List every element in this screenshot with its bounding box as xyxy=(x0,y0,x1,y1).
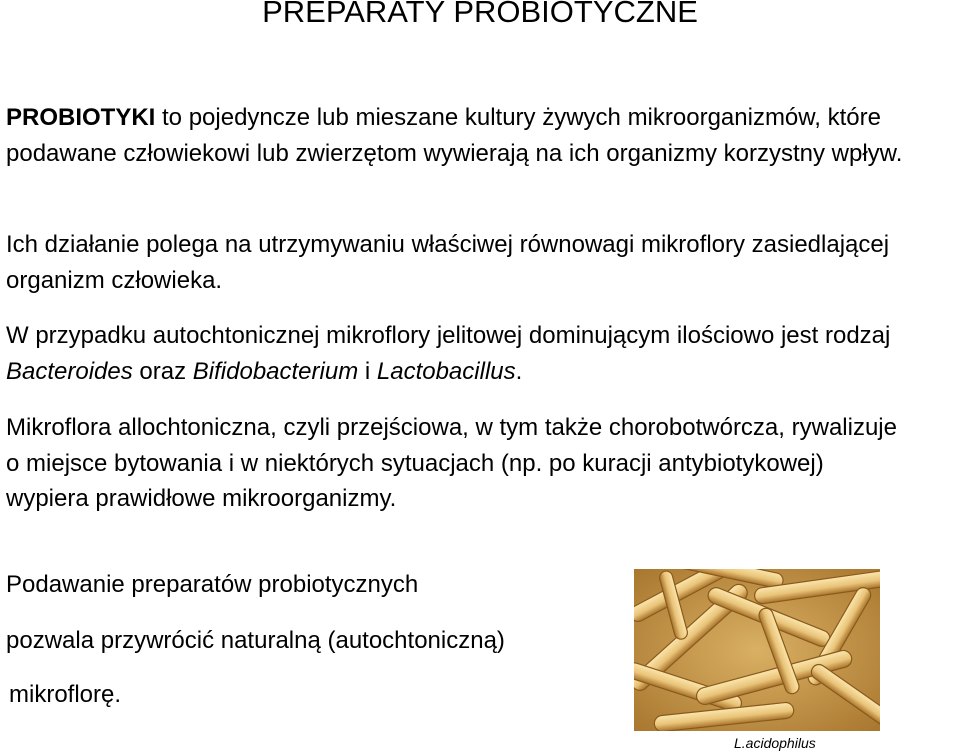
administration-line-3: mikroflorę. xyxy=(9,681,122,708)
administration-line-2: pozwala przywrócić naturalną (autochtoniczną) xyxy=(6,627,505,654)
definition-text: to pojedyncze lub mieszane kultury żywych mikroorganizmów, które podawane człowiekowi lub zwierzętom wywierają na ich organizmy korzystny wpływ. xyxy=(6,104,903,167)
genus-bacteroides: Bacteroides xyxy=(6,357,133,385)
allochthonous-paragraph: Mikroflora allochtoniczna, czyli przejściowa, w tym także chorobotwórcza, rywalizuje o miejsce bytowania i w niektórych sytuacjach (np. po kuracji antybiotykowej) wypiera prawidłowe mikroorganizmy. xyxy=(6,414,897,512)
autochthonous-text-d: . xyxy=(515,357,523,385)
administration-line-1: Podawanie preparatów probiotycznych xyxy=(6,571,419,598)
autochthonous-text-b: oraz xyxy=(132,357,193,385)
definition-term: PROBIOTYKI xyxy=(6,104,156,131)
slide-title: PREPARATY PROBIOTYCZNE xyxy=(262,0,698,29)
autochthonous-text-c: i xyxy=(358,357,377,385)
genus-lactobacillus: Lactobacillus xyxy=(376,357,516,385)
lactobacillus-micrograph xyxy=(634,569,880,731)
function-paragraph: Ich działanie polega na utrzymywaniu właściwej równowagi mikroflory zasiedlającej organizm człowieka. xyxy=(6,231,890,294)
image-caption: L.acidophilus xyxy=(734,735,816,751)
definition-paragraph xyxy=(6,100,906,171)
micrograph-illustration xyxy=(634,569,880,731)
autochthonous-paragraph xyxy=(6,318,958,389)
genus-bifidobacterium: Bifidobacterium xyxy=(192,357,359,385)
autochthonous-text-a: W przypadku autochtonicznej mikroflory jelitowej dominującym ilościowo jest rodzaj xyxy=(6,322,891,349)
